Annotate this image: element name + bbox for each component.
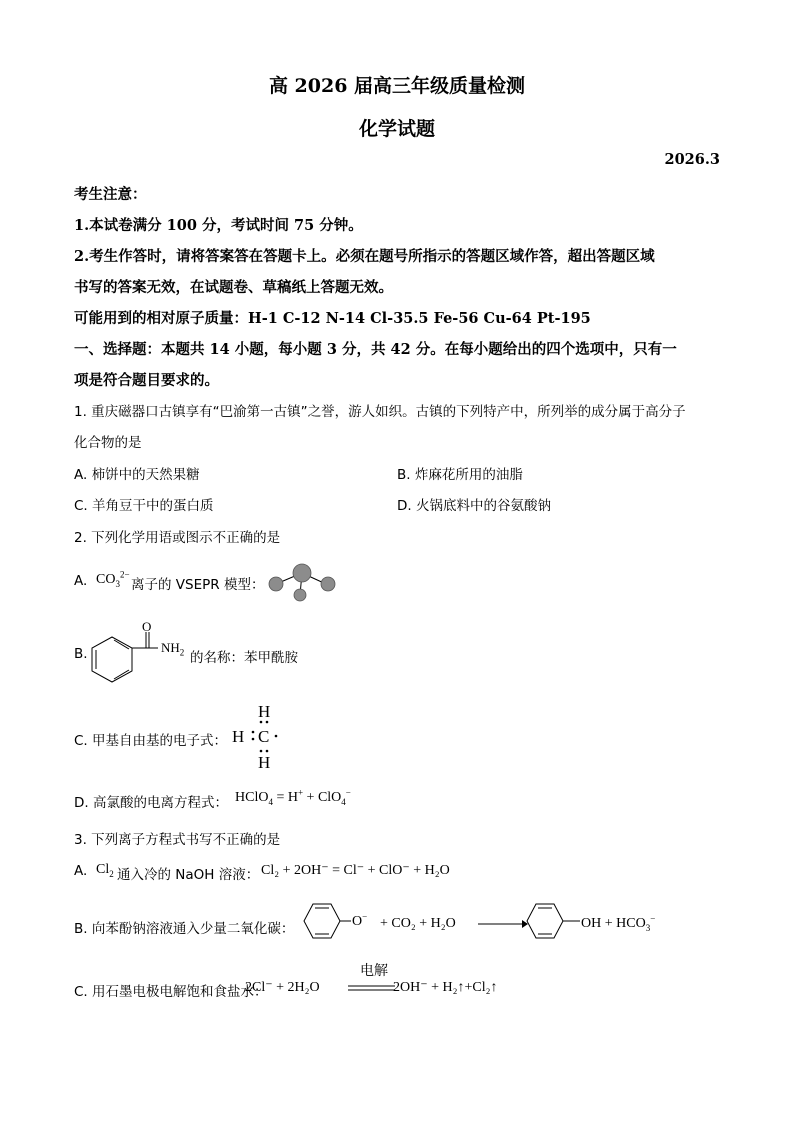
q3-b-products: OH + $HCO_3^-$ (581, 913, 656, 933)
equals-sign-long (348, 984, 396, 992)
page-title: 高 2026 届高三年级质量检测 (268, 75, 526, 97)
notice-heading: 考生注意： (74, 186, 147, 203)
phenoxide-oxygen: O− (352, 911, 368, 929)
phenol-ring-image (526, 903, 581, 943)
q2-a-formula: $CO_3^{2-}$ (96, 569, 130, 589)
electron-formula-h-bottom: H (258, 753, 271, 772)
q3-c-reactants: 2Cl⁻ + 2H₂O (245, 980, 320, 995)
q2-a-text: 离子的 VSEPR 模型： (131, 577, 265, 593)
q2-option-a-label: A. (74, 573, 88, 589)
q1-stem-line-2: 化合物的是 (74, 435, 142, 451)
reaction-arrow (478, 916, 528, 932)
q3-a-equation: Cl₂ + 2OH⁻ = Cl⁻ + ClO⁻ + H₂O (261, 863, 450, 878)
section-heading-line-1: 一、选择题：本题共 14 小题，每小题 3 分，共 42 分。在每小题给出的四个选项中，只有一 (74, 341, 677, 358)
q2-option-c-label: C. 甲基自由基的电子式： (74, 733, 228, 749)
q3-b-reagents: + CO₂ + H₂O (380, 916, 456, 931)
q2-option-d-label: D. 高氯酸的电离方程式： (74, 795, 228, 811)
exam-date: 2026.3 (664, 151, 720, 168)
vsepr-model-image (262, 560, 342, 604)
q1-option-d: D. 火锅底料中的谷氨酸钠 (397, 498, 551, 514)
page-subtitle: 化学试题 (358, 118, 435, 140)
notice-item-1: 1.本试卷满分 100 分，考试时间 75 分钟。 (74, 217, 363, 234)
electron-dots (245, 718, 285, 758)
q1-option-c: C. 羊角豆干中的蛋白质 (74, 498, 214, 514)
q1-option-b: B. 炸麻花所用的油脂 (397, 467, 523, 483)
atomic-mass-line: 可能用到的相对原子质量：H-1 C-12 N-14 Cl-35.5 Fe-56 Cu-64 Pt-195 (74, 310, 591, 327)
electron-formula-h-top: H (258, 702, 271, 721)
benzamide-nh2: $NH_2$ (161, 640, 185, 658)
electron-formula-h-left: H (232, 727, 245, 746)
q3-option-c-label: C. 用石墨电极电解饱和食盐水： (74, 984, 268, 1000)
q3-option-a-label: A. (74, 863, 88, 879)
q3-stem: 3. 下列离子方程式书写不正确的是 (74, 832, 281, 848)
notice-item-2-line-1: 2.考生作答时，请将答案答在答题卡上。必须在题号所指示的答题区域作答，超出答题区域 (74, 248, 655, 265)
electrolysis-condition: 电解 (360, 963, 388, 979)
q1-stem-line-1: 1. 重庆磁器口古镇享有“巴渝第一古镇”之誉，游人如织。古镇的下列特产中，所列举的成分属于高分子 (74, 404, 686, 420)
q3-a-text: 通入冷的 NaOH 溶液： (117, 867, 260, 883)
notice-item-2-line-2: 书写的答案无效，在试题卷、草稿纸上答题无效。 (74, 279, 393, 296)
benzamide-oxygen: O (142, 619, 152, 634)
electron-formula-c: C (258, 727, 270, 746)
q2-d-equation: HClO$_4$ = H+ + ClO$_4$− (235, 787, 351, 807)
q1-option-a: A. 柿饼中的天然果糖 (74, 467, 200, 483)
q3-a-cl2: $Cl_2$ (96, 862, 114, 879)
phenoxide-ring-image (303, 903, 353, 943)
q3-c-products: 2OH⁻ + H₂↑+Cl₂↑ (393, 980, 498, 995)
q2-b-text: 的名称：苯甲酰胺 (190, 650, 298, 666)
q2-option-b-label: B. (74, 646, 88, 662)
section-heading-line-2: 项是符合题目要求的。 (74, 372, 219, 389)
q3-option-b-label: B. 向苯酚钠溶液通入少量二氧化碳： (74, 921, 295, 937)
q2-stem: 2. 下列化学用语或图示不正确的是 (74, 530, 281, 546)
